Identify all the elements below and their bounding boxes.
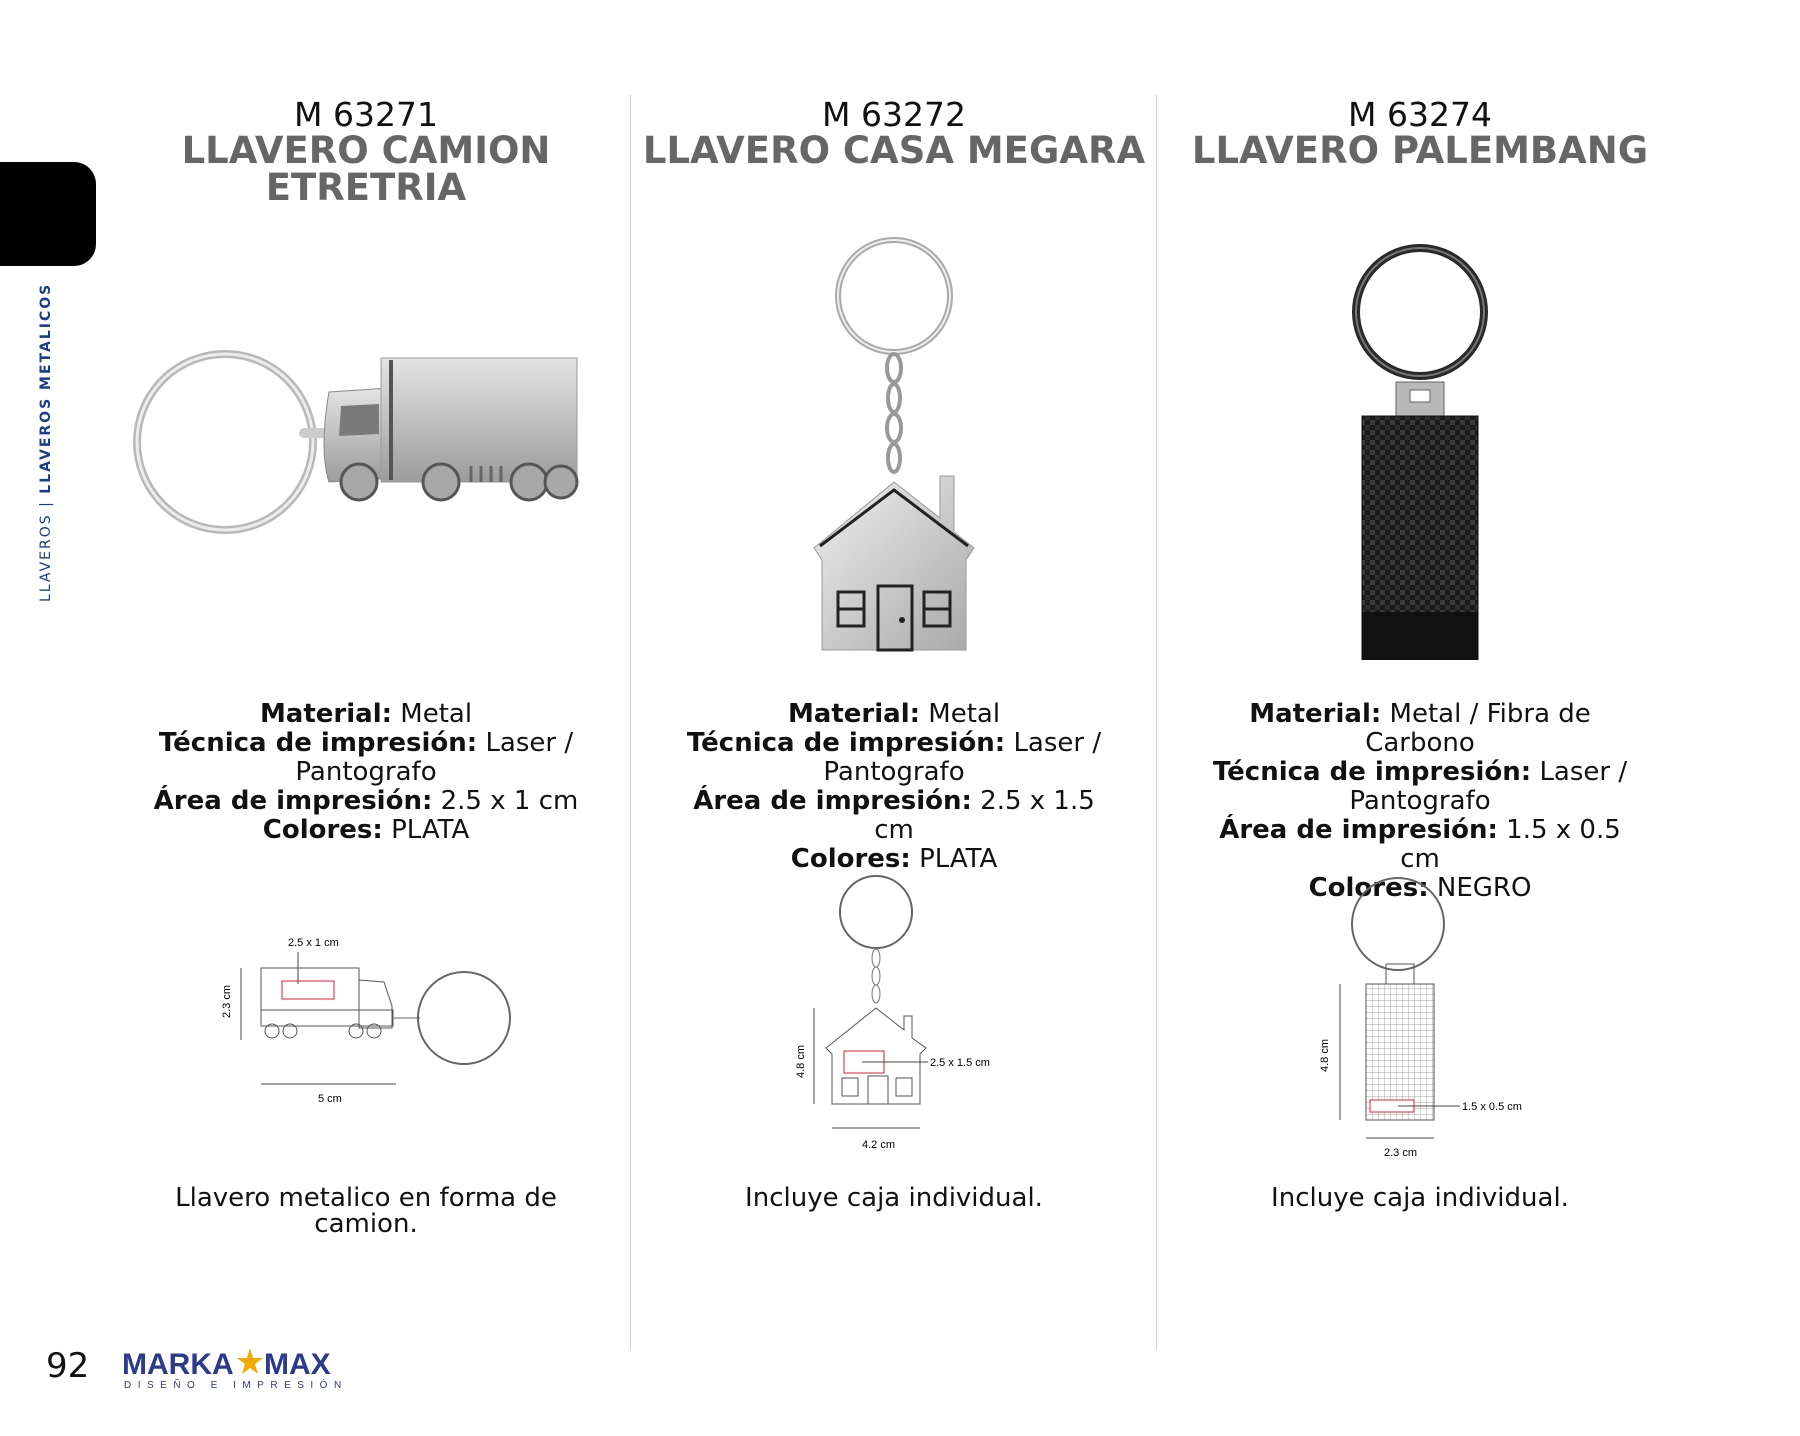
print-area-label: 1.5 x 0.5 cm bbox=[1462, 1101, 1522, 1113]
product-card bbox=[1156, 0, 1684, 1436]
product-name: LLAVERO CASA MEGARA bbox=[642, 129, 1146, 172]
width-label: 4.2 cm bbox=[862, 1139, 896, 1151]
technical-diagram bbox=[1270, 868, 1570, 1168]
product-specs: Material: Metal Técnica de impresión: Laser / Pantografo Área de impresión: 2.5 x 1.5 cm Colores: PLATA bbox=[686, 699, 1102, 874]
svg-text:MARKA: MARKA bbox=[122, 1348, 234, 1381]
product-specs: Material: Metal Técnica de impresión: Laser / Pantografo Área de impresión: 2.5 x 1 cm Colores: PLATA bbox=[153, 699, 579, 845]
width-label: 2.3 cm bbox=[1384, 1147, 1418, 1159]
product-specs: Material: Metal / Fibra de Carbono Técnica de impresión: Laser / Pantografo Área de impresión: 1.5 x 0.5 cm Colores: NEGRO bbox=[1212, 699, 1628, 903]
truck-keychain-photo bbox=[131, 220, 601, 560]
product-name: LLAVERO CAMION ETRETRIA bbox=[181, 129, 551, 209]
house-keychain-photo bbox=[774, 220, 1014, 660]
product-card bbox=[630, 0, 1158, 1436]
product-name: LLAVERO PALEMBANG bbox=[1191, 129, 1649, 172]
print-area-label: 2.5 x 1.5 cm bbox=[930, 1057, 990, 1069]
product-description: Llavero metalico en forma de camion. bbox=[175, 1183, 557, 1239]
print-area-label: 2.5 x 1 cm bbox=[288, 937, 339, 949]
product-code: M 63274 bbox=[1348, 95, 1492, 134]
product-code: M 63271 bbox=[294, 95, 438, 134]
height-label: 4.8 cm bbox=[1319, 1038, 1331, 1072]
height-label: 2.3 cm bbox=[221, 984, 233, 1018]
height-label: 4.8 cm bbox=[795, 1044, 807, 1078]
product-card bbox=[102, 0, 630, 1436]
section-side-label: LLAVEROS | LLAVEROS METALICOS bbox=[38, 282, 54, 602]
section-tab bbox=[0, 162, 96, 266]
width-label: 5 cm bbox=[318, 1093, 342, 1105]
page-number: 92 bbox=[46, 1346, 90, 1386]
svg-text:DISEÑO E IMPRESIÓN: DISEÑO E IMPRESIÓN bbox=[124, 1380, 348, 1390]
product-description: Incluye caja individual. bbox=[1271, 1183, 1569, 1213]
carbon-keychain-photo bbox=[1310, 220, 1530, 660]
brand-logo bbox=[122, 1344, 372, 1390]
product-description: Incluye caja individual. bbox=[745, 1183, 1043, 1213]
svg-text:MAX: MAX bbox=[264, 1348, 331, 1381]
technical-diagram bbox=[206, 868, 526, 1108]
product-code: M 63272 bbox=[822, 95, 966, 134]
technical-diagram bbox=[744, 868, 1044, 1168]
